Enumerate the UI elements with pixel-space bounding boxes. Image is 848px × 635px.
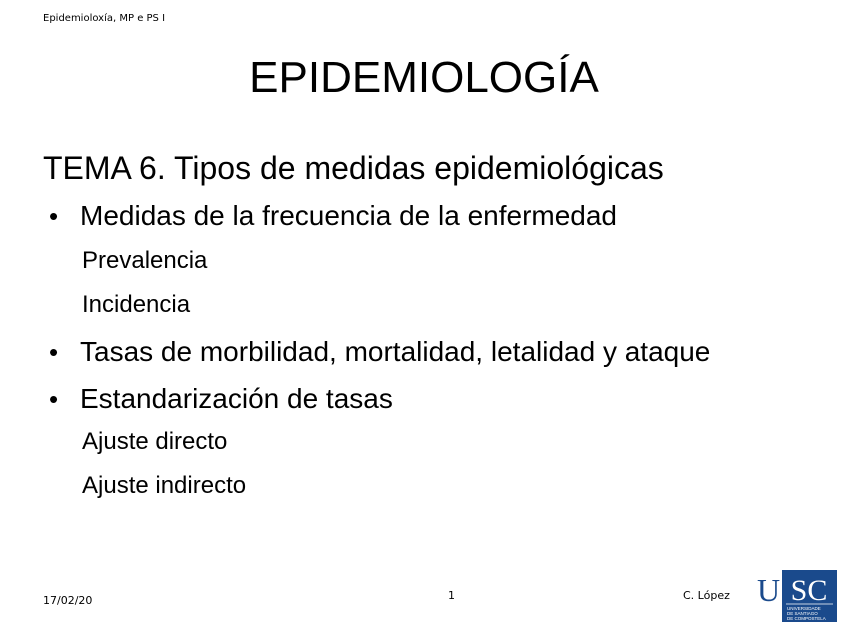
bullet-line [43, 334, 823, 370]
bullet-item [43, 381, 823, 501]
bullet-text: Estandarización de tasas [80, 383, 393, 414]
bullet-item [43, 334, 823, 370]
bullet-text: Tasas de morbilidad, mortalidad, letalidad y ataque [80, 336, 711, 367]
slide-content [43, 198, 823, 501]
slide-title: EPIDEMIOLOGÍA [249, 53, 599, 102]
bullet-item [43, 198, 823, 320]
logo-u: U [757, 572, 781, 608]
sub-item: Prevalencia [82, 247, 208, 274]
slide-subtitle: TEMA 6. Tipos de medidas epidemiológicas [43, 150, 664, 186]
sub-item: Ajuste indirecto [82, 472, 247, 499]
usc-logo [757, 570, 837, 622]
bullet-line [43, 198, 823, 234]
logo-subtext-1: UNIVERSIDADE [787, 606, 821, 611]
bullet-dot-icon: • [49, 337, 59, 367]
logo-sc: SC [790, 574, 828, 607]
footer-date: 17/02/20 [43, 594, 93, 607]
footer-author: C. López [683, 589, 730, 602]
sub-item: Incidencia [82, 291, 191, 318]
page-number: 1 [448, 589, 455, 602]
bullet-text: Medidas de la frecuencia de la enfermedad [80, 200, 618, 231]
sub-item: Ajuste directo [82, 428, 228, 455]
course-header: Epidemioloxía, MP e PS I [43, 13, 166, 24]
logo-subtext-3: DE COMPOSTELA [787, 616, 826, 621]
bullet-line [43, 381, 823, 417]
logo-subtext-2: DE SANTIAGO [787, 611, 818, 616]
bullet-dot-icon: • [49, 384, 59, 414]
bullet-dot-icon: • [49, 201, 59, 231]
